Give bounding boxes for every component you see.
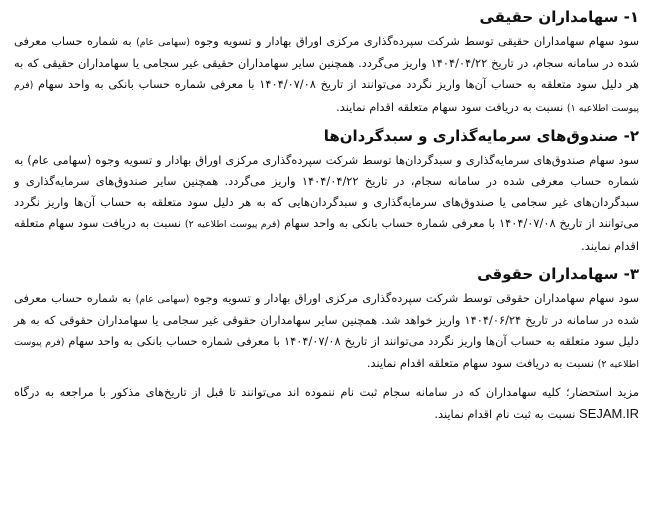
section-3-form-reference: (فرم پیوست اطلاعیه ۲) [14, 337, 639, 371]
section-2-text-d: نسبت به دریافت سود سهام متعلقه اقدام نمایند. [14, 216, 639, 253]
section-3-text-e: نسبت به دریافت سود سهام متعلقه اقدام نمایند. [366, 356, 598, 371]
section-1-text-e: نسبت به دریافت سود سهام متعلقه اقدام نمایند. [336, 99, 567, 114]
section-1-form-reference: (فرم پیوست اطلاعیه ۱) [14, 80, 639, 114]
section-1-claim-date: ۱۴۰۴/۰۷/۰۸ [259, 77, 316, 92]
section-3-body [14, 288, 639, 376]
section-3-text-a: سود سهام سهامداران حقوقی توسط شرکت سپرده‌گذاری مرکزی اوراق بهادار و تسویه وجوه [189, 290, 640, 305]
section-3-claim-date: ۱۴۰۴/۰۷/۰۸ [283, 334, 341, 349]
section-2-text-a: سود سهام صندوق‌های سرمایه‌گذاری و سبدگردان‌ها توسط شرکت سپرده‌گذاری مرکزی اوراق بهادار و تسویه وجوه (سهامی عام) به شماره حساب معرفی شده در سامانه سجام، در تاریخ [14, 152, 639, 189]
section-3-payment-date: ۱۴۰۴/۰۶/۲۴ [464, 313, 522, 328]
section-1-heading: ۱- سهامداران حقیقی [479, 8, 639, 26]
section-1-text-a: سود سهام سهامداران حقیقی توسط شرکت سپرده‌گذاری مرکزی اوراق بهادار و تسویه وجوه [189, 34, 639, 48]
section-2-claim-date: ۱۴۰۴/۰۷/۰۸ [499, 216, 556, 231]
sejam-portal-link[interactable]: SEJAM.IR [579, 405, 639, 421]
section-1-text-b: به شماره حساب معرفی شده در سامانه سجام، در تاریخ [14, 34, 639, 71]
section-2-text-b: واریز می‌گردد. همچنین سایر صندوق‌های سرمایه‌گذاری و سبدگردان‌های غیر سجامی یا صندوق‌های سرمایه‌گذاری و سبدگردان‌هایی که به هر دلیل سود متعلقه به حساب آن‌ها واریز نگردد می‌توانند از تاریخ [14, 174, 640, 231]
closing-note [14, 382, 639, 425]
section-1-company-type: (سهامی عام) [136, 37, 190, 48]
section-1-text-d: با معرفی شماره حساب بانکی به واحد سهام [33, 77, 260, 92]
section-1-body [14, 31, 639, 119]
section-1-payment-date: ۱۴۰۴/۰۴/۲۲ [430, 56, 488, 71]
section-2-text-c: با معرفی شماره حساب بانکی به واحد سهام [280, 216, 499, 231]
section-3-company-type: (سهامی عام) [135, 293, 190, 305]
section-3-heading: ۳- سهامداران حقوقی [477, 264, 639, 283]
section-3-text-b: به شماره حساب معرفی شده در سامانه در تاریخ [14, 290, 639, 328]
section-2-form-reference: (فرم پیوست اطلاعیه ۲) [184, 219, 281, 231]
section-3-text-c: واریز خواهد شد. همچنین سایر سهامداران حقوقی غیر سجامی یا سهامداران حقوقی که به هر دلیل سود متعلقه به حساب آن‌ها واریز نگردد می‌توانند از تاریخ [14, 313, 639, 349]
section-3-text-d: با معرفی شماره حساب بانکی به واحد سهام [64, 334, 284, 349]
closing-text-a: مزید استحضار؛ کلیه سهامداران که در سامانه سجام ثبت نام ننموده اند می‌توانند تا قبل از تاریخ‌های مذکور با مراجعه به درگاه [14, 384, 639, 399]
section-2-body [14, 150, 639, 257]
closing-text-b: نسبت به ثبت نام اقدام نمایند. [434, 406, 580, 421]
section-2-payment-date: ۱۴۰۴/۰۴/۲۲ [301, 174, 359, 189]
section-1-text-c: واریز می‌گردد. همچنین سایر سهامداران حقیقی غیر سجامی یا سهامداران حقیقی که به هر دلیل سود متعلقه به حساب آن‌ها واریز نگردد می‌توانند از تاریخ [14, 56, 639, 92]
section-2-heading: ۲- صندوق‌های سرمایه‌گذاری و سبدگردان‌ها [323, 126, 639, 145]
